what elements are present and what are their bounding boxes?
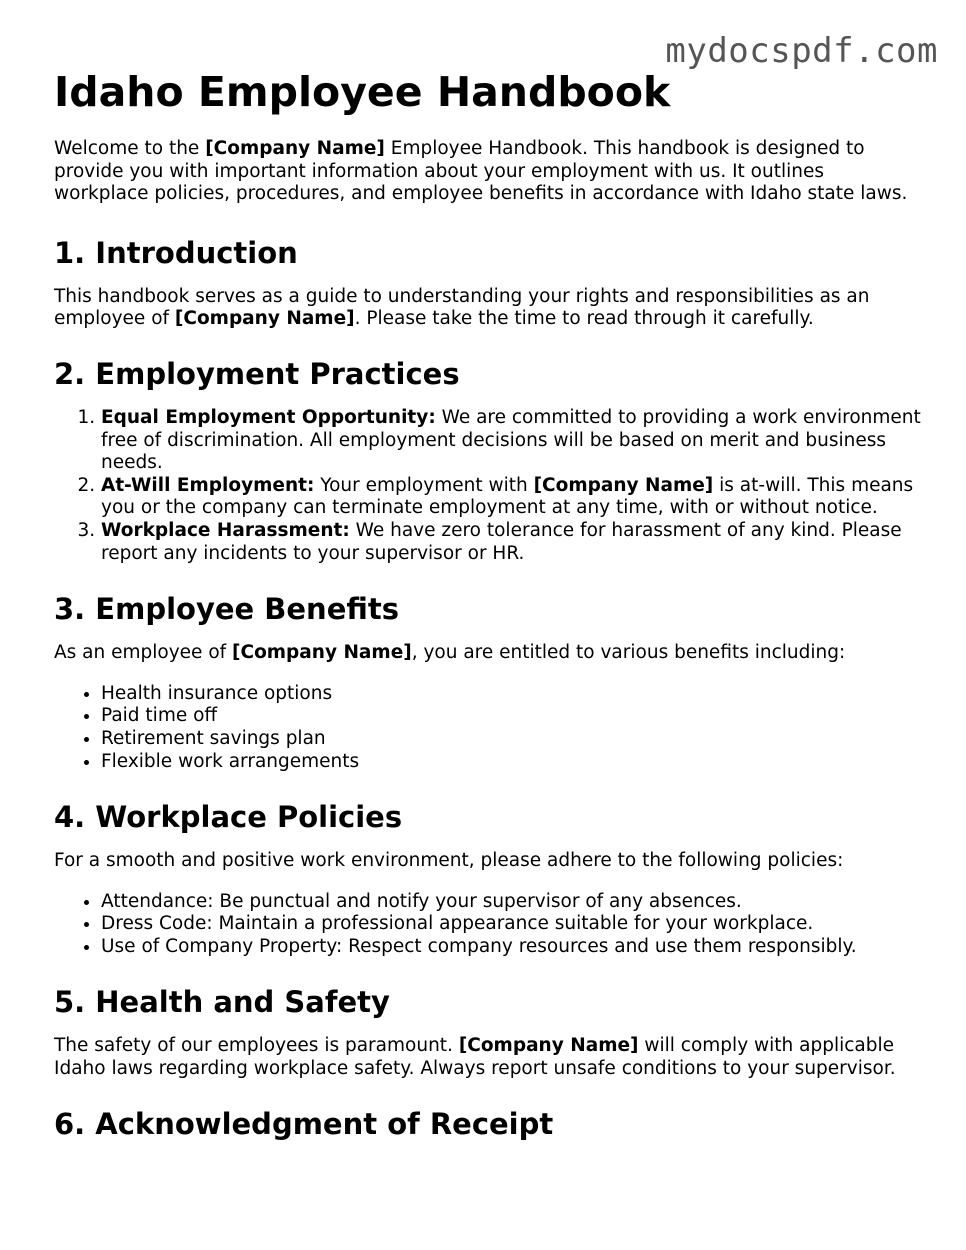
company-name-placeholder: [Company Name] [174, 308, 355, 330]
company-name-placeholder: [Company Name] [533, 474, 714, 496]
section-heading-employee-benefits: 3. Employee Benefits [54, 592, 399, 627]
benefits-paragraph [54, 642, 924, 665]
section-heading-acknowledgment: 6. Acknowledgment of Receipt [54, 1106, 554, 1141]
item-label: At-Will Employment: [101, 474, 315, 496]
policies-paragraph: For a smooth and positive work environment, please adhere to the following policies: [54, 850, 844, 872]
intro-text-start: Welcome to the [54, 138, 206, 159]
introduction-paragraph [54, 286, 924, 331]
item-text-end: is at-will. This means you or the company can terminate employment at any time, with or without notice. [101, 474, 914, 519]
intro-text-end: Employee Handbook. This handbook is designed to provide you with important information about your employment with us. It outlines workplace policies, procedures, and employee benefits in accordance with Idaho state laws. [54, 138, 908, 205]
employment-practices-list [54, 407, 924, 565]
watermark: mydocspdf.com [665, 31, 938, 71]
list-item: • Flexible work arrangements [101, 751, 924, 774]
list-item [101, 520, 924, 565]
benefits-text-start: As an employee of [54, 642, 233, 664]
list-item: • Retirement savings plan [101, 728, 924, 751]
benefits-text-end: , you are entitled to various benefits including: [411, 642, 846, 664]
section-heading-workplace-policies: 4. Workplace Policies [54, 800, 403, 835]
list-item: • Paid time off [101, 705, 924, 728]
policies-list [54, 891, 924, 959]
section-heading-introduction: 1. Introduction [54, 235, 298, 270]
safety-text-start: The safety of our employees is paramount. [54, 1035, 459, 1057]
list-item: • Use of Company Property: Respect company resources and use them responsibly. [101, 936, 924, 959]
list-item [101, 407, 924, 475]
item-text-start: Your employment with [314, 474, 534, 496]
section-heading-employment-practices: 2. Employment Practices [54, 356, 460, 391]
item-text: We have zero tolerance for harassment of any kind. Please report any incidents to your supervisor or HR. [101, 519, 902, 564]
safety-paragraph [54, 1035, 924, 1080]
benefits-list [54, 683, 924, 773]
list-item: • Attendance: Be punctual and notify your supervisor of any absences. [101, 891, 924, 914]
item-text: We are committed to providing a work environment free of discrimination. All employment decisions will be based on merit and business needs. [101, 406, 921, 474]
introduction-text-end: . Please take the time to read through it carefully. [354, 308, 814, 330]
list-item: • Dress Code: Maintain a professional appearance suitable for your workplace. [101, 913, 924, 936]
company-name-placeholder: [Company Name] [458, 1035, 639, 1057]
section-heading-health-safety: 5. Health and Safety [54, 985, 390, 1020]
intro-paragraph [54, 138, 924, 206]
item-label: Equal Employment Opportunity: [101, 406, 436, 428]
company-name-placeholder: [Company Name] [205, 138, 385, 159]
list-item: • Health insurance options [101, 683, 924, 706]
safety-text-end: will comply with applicable Idaho laws regarding workplace safety. Always report unsafe conditions to your supervisor. [54, 1035, 896, 1080]
list-item [101, 475, 924, 520]
company-name-placeholder: [Company Name] [232, 642, 412, 664]
item-label: Workplace Harassment: [101, 519, 350, 541]
page-title: Idaho Employee Handbook [54, 68, 671, 116]
document-page [54, 66, 924, 1157]
introduction-text-start: This handbook serves as a guide to understanding your rights and responsibilities as an employee of [54, 285, 870, 330]
